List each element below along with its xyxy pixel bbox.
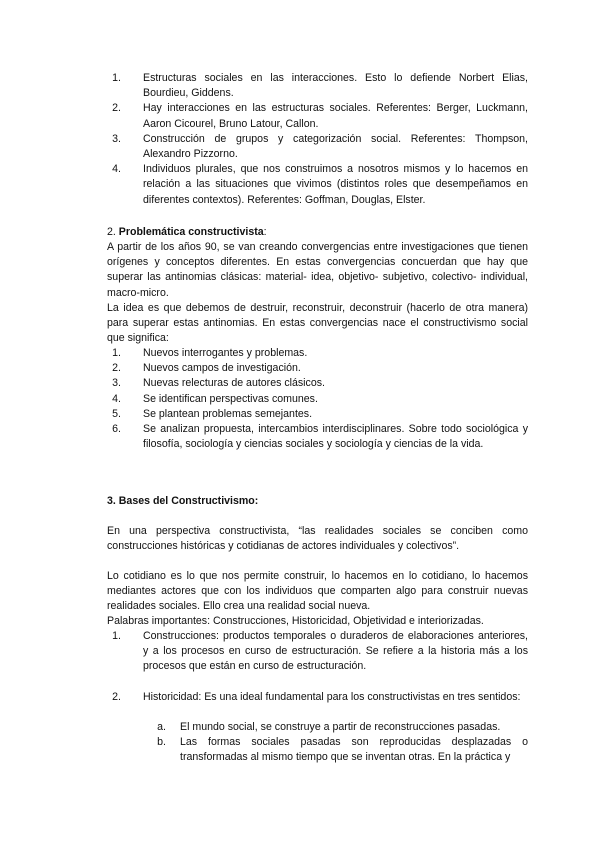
list-number: 5.	[112, 407, 121, 420]
bases-list-item-1	[112, 629, 528, 675]
list-item	[112, 407, 528, 422]
list-item	[112, 101, 528, 131]
list-item	[112, 71, 528, 101]
list-number: 2.	[112, 691, 121, 703]
list-item-text: Individuos plurales, que nos construimos a nosotros mismos y lo hacemos en relación a las situaciones que vivimos (distintos roles que desempeñamos en diferentes contextos). Referentes: Goffman, Douglas, Elster.	[143, 163, 528, 206]
list-item	[112, 392, 528, 407]
section-2-paragraph-2: La idea es que debemos de destruir, reconstruir, deconstruir (hacerlo de otra manera) para superar estas antinomias. En estas convergencias nace el constructivismo social que significa:	[107, 301, 528, 344]
list-number: 4.	[112, 163, 121, 176]
list-item	[112, 629, 528, 675]
list-number: 2.	[112, 362, 121, 375]
list-item-text: Nuevas relecturas de autores clásicos.	[143, 377, 325, 390]
section-2-colon: :	[263, 226, 267, 238]
list-item-text: Nuevos interrogantes y problemas.	[143, 347, 308, 359]
list-item-text: Se plantean problemas semejantes.	[143, 407, 313, 420]
section-3-heading: 3. Bases del Constructivismo:	[107, 495, 259, 507]
list-item	[112, 376, 528, 391]
list-item	[112, 346, 528, 361]
list-number: 1.	[112, 72, 121, 84]
sublist-item-text: El mundo social, se construye a partir de reconstrucciones pasadas.	[180, 721, 501, 733]
list-item-text: Historicidad: Es una ideal fundamental para los constructivistas en tres sentidos:	[143, 691, 521, 703]
list-number: 1.	[112, 347, 121, 359]
list-number: 6.	[112, 423, 121, 436]
section-3-paragraph-2: Lo cotidiano es lo que nos permite construir, lo hacemos en lo cotidiano, lo hacemos mediantes actores que con los individuos que comparten algo para construir nuevas realidades sociales. Ello crea una realidad social nueva.	[107, 570, 528, 613]
sublist-item	[157, 735, 528, 765]
list-number: 3.	[112, 132, 121, 145]
sublist-item-text: Las formas sociales pasadas son reproducidas desplazadas o transformadas al mismo tiempo que se inventan otras. En la práctica y	[180, 736, 528, 764]
list-item	[112, 422, 528, 452]
list-item-text: Se identifican perspectivas comunes.	[143, 392, 318, 405]
section-2-number: 2.	[107, 226, 116, 238]
sublist-letter: b.	[157, 736, 166, 749]
list-item	[112, 132, 528, 162]
sublist-letter: a.	[157, 721, 166, 733]
list-item-text: Construcción de grupos y categorización social. Referentes: Thompson, Alexandro Pizzorno.	[143, 132, 528, 160]
list-item-text: Nuevos campos de investigación.	[143, 362, 301, 375]
constructivism-meaning-list	[112, 346, 528, 452]
section-2-paragraph-1: A partir de los años 90, se van creando convergencias entre investigaciones que tienen orígenes y conceptos diferentes. En estas convergencias concuerdan que hay que superar las antinomias clásicas: material- idea, objetivo- subjetivo, colectivo- individual, macro-micro.	[107, 241, 528, 299]
list-number: 4.	[112, 392, 121, 405]
list-item	[112, 162, 528, 208]
historicity-sublist	[157, 720, 528, 766]
list-item-text: Se analizan propuesta, intercambios interdisciplinares. Sobre todo sociológica y filosofía, sociología y ciencias sociales y sociología y ciencias de la vida.	[143, 423, 528, 451]
list-item-text: Hay interacciones en las estructuras sociales. Referentes: Berger, Luckmann, Aaron Cicourel, Bruno Latour, Callon.	[143, 102, 528, 130]
list-number: 2.	[112, 102, 121, 115]
section-3-paragraph-3: Palabras importantes: Construcciones, Historicidad, Objetividad e interiorizadas.	[107, 615, 484, 627]
sublist-item	[157, 720, 528, 735]
list-number: 1.	[112, 630, 121, 642]
section-3-paragraph-1: En una perspectiva constructivista, “las realidades sociales se conciben como construcciones históricas y cotidianas de actores individuales y colectivos”.	[107, 525, 528, 553]
section-2-title: Problemática constructivista	[118, 226, 264, 238]
list-item-text: Construcciones: productos temporales o duraderos de elaboraciones anteriores, y a los procesos en curso de estructuración. Se refiere a la historia más a los procesos que están en curso de estructuración.	[143, 630, 528, 673]
bases-list-item-2	[112, 690, 528, 705]
list-item	[112, 690, 528, 705]
list-number: 3.	[112, 377, 121, 390]
list-item-text: Estructuras sociales en las interacciones. Esto lo defiende Norbert Elias, Bourdieu, Giddens.	[143, 72, 528, 100]
section-2-heading	[107, 225, 267, 240]
list-item	[112, 361, 528, 376]
referents-list	[112, 71, 528, 208]
